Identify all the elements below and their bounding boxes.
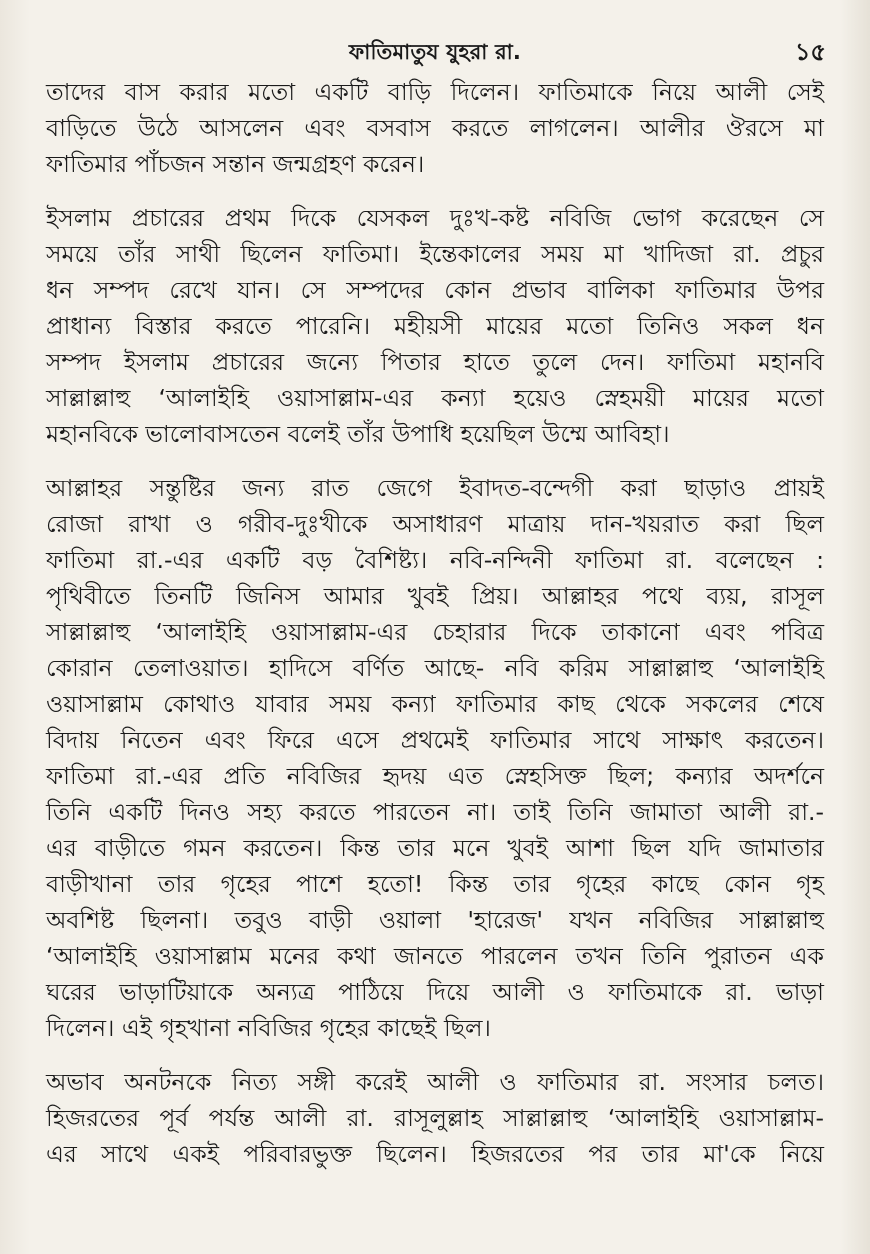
text-line: রোজা রাখা ও গরীব-দুঃখীকে অসাধারণ মাত্রায় দান-খয়রাত করা ছিল bbox=[46, 510, 824, 538]
text-line: অবশিষ্ট ছিলনা। তবুও বাড়ী ওয়ালা 'হারেজ' যখন নবিজির সাল্লাল্লাহু bbox=[46, 906, 824, 934]
text-line: মহানবিকে ভালোবাসতেন বলেই তাঁর উপাধি হয়েছিল উম্মে আবিহা। bbox=[46, 420, 670, 448]
text-line: পৃথিবীতে তিনটি জিনিস আমার খুবই প্রিয়। আল্লাহর পথে ব্যয়, রাসূল bbox=[46, 582, 824, 610]
text-line: তিনি একটি দিনও সহ্য করতে পারতেন না। তাই তিনি জামাতা আলী রা.- bbox=[46, 798, 824, 826]
text-line: আল্লাহর সন্তুষ্টির জন্য রাত জেগে ইবাদত-বন্দেগী করা ছাড়াও প্রায়ই bbox=[46, 474, 824, 502]
text-line: সাল্লাল্লাহু ‘আলাইহি ওয়াসাল্লাম-এর কন্যা হয়েও স্নেহময়ী মায়ের মতো bbox=[46, 384, 824, 412]
body-text bbox=[46, 74, 824, 1190]
text-line: ‘আলাইহি ওয়াসাল্লাম মনের কথা জানতে পারলেন তখন তিনি পুরাতন এক bbox=[46, 942, 824, 970]
text-line: ঘরের ভাড়াটিয়াকে অন্যত্র পাঠিয়ে দিয়ে আলী ও ফাতিমাকে রা. ভাড়া bbox=[46, 978, 824, 1006]
page-header bbox=[0, 28, 870, 68]
text-line: ফাতিমা রা.-এর একটি বড় বৈশিষ্ট্য। নবি-নন্দিনী ফাতিমা রা. বলেছেন : bbox=[46, 546, 824, 574]
text-line: এর বাড়ীতে গমন করতেন। কিন্ত তার মনে খুবই আশা ছিল যদি জামাতার bbox=[46, 834, 824, 862]
text-line: এর সাথে একই পরিবারভুক্ত ছিলেন। হিজরতের পর তার মা'কে নিয়ে bbox=[46, 1140, 824, 1168]
page-number: ১৫ bbox=[794, 38, 826, 66]
text-line: কোরান তেলাওয়াত। হাদিসে বর্ণিত আছে- নবি করিম সাল্লাল্লাহু ‘আলাইহি bbox=[46, 654, 824, 682]
text-line: বাড়ীখানা তার গৃহের পাশে হতো! কিন্ত তার গৃহের কাছে কোন গৃহ bbox=[46, 870, 824, 898]
text-line: অভাব অনটনকে নিত্য সঙ্গী করেই আলী ও ফাতিমার রা. সংসার চলত। bbox=[46, 1068, 824, 1096]
text-line: ইসলাম প্রচারের প্রথম দিকে যেসকল দুঃখ-কষ্ট নবিজি ভোগ করেছেন সে bbox=[46, 204, 824, 232]
text-line: সময়ে তাঁর সাথী ছিলেন ফাতিমা। ইন্তেকালের সময় মা খাদিজা রা. প্রচুর bbox=[46, 240, 824, 268]
text-line: ওয়াসাল্লাম কোথাও যাবার সময় কন্যা ফাতিমার কাছ থেকে সকলের শেষে bbox=[46, 690, 824, 718]
text-line: সাল্লাল্লাহু ‘আলাইহি ওয়াসাল্লাম-এর চেহারার দিকে তাকানো এবং পবিত্র bbox=[46, 618, 824, 646]
paragraph bbox=[46, 74, 824, 182]
text-line: সম্পদ ইসলাম প্রচারের জন্যে পিতার হাতে তুলে দেন। ফাতিমা মহানবি bbox=[46, 348, 824, 376]
text-line: হিজরতের পূর্ব পর্যন্ত আলী রা. রাসূলুল্লাহ সাল্লাল্লাহু ‘আলাইহি ওয়াসাল্লাম- bbox=[46, 1104, 824, 1132]
text-line: ফাতিমা রা.-এর প্রতি নবিজির হৃদয় এত স্নেহসিক্ত ছিল; কন্যার অদর্শনে bbox=[46, 762, 824, 790]
text-line: তাদের বাস করার মতো একটি বাড়ি দিলেন। ফাতিমাকে নিয়ে আলী সেই bbox=[46, 78, 824, 106]
text-line: প্রাধান্য বিস্তার করতে পারেনি। মহীয়সী মায়ের মতো তিনিও সকল ধন bbox=[46, 312, 824, 340]
text-line: ফাতিমার পাঁচজন সন্তান জন্মগ্রহণ করেন। bbox=[46, 150, 425, 178]
text-line: ধন সম্পদ রেখে যান। সে সম্পদের কোন প্রভাব বালিকা ফাতিমার উপর bbox=[46, 276, 824, 304]
text-line: দিলেন। এই গৃহখানা নবিজির গৃহের কাছেই ছিল। bbox=[46, 1014, 491, 1042]
running-title: ফাতিমাতুয যুহরা রা. bbox=[348, 40, 522, 64]
paragraph bbox=[46, 200, 824, 452]
text-line: বাড়িতে উঠে আসলেন এবং বসবাস করতে লাগলেন। আলীর ঔরসে মা bbox=[46, 114, 824, 142]
paragraph bbox=[46, 1064, 824, 1172]
text-line: বিদায় নিতেন এবং ফিরে এসে প্রথমেই ফাতিমার সাথে সাক্ষাৎ করতেন। bbox=[46, 726, 824, 754]
paragraph bbox=[46, 470, 824, 1046]
